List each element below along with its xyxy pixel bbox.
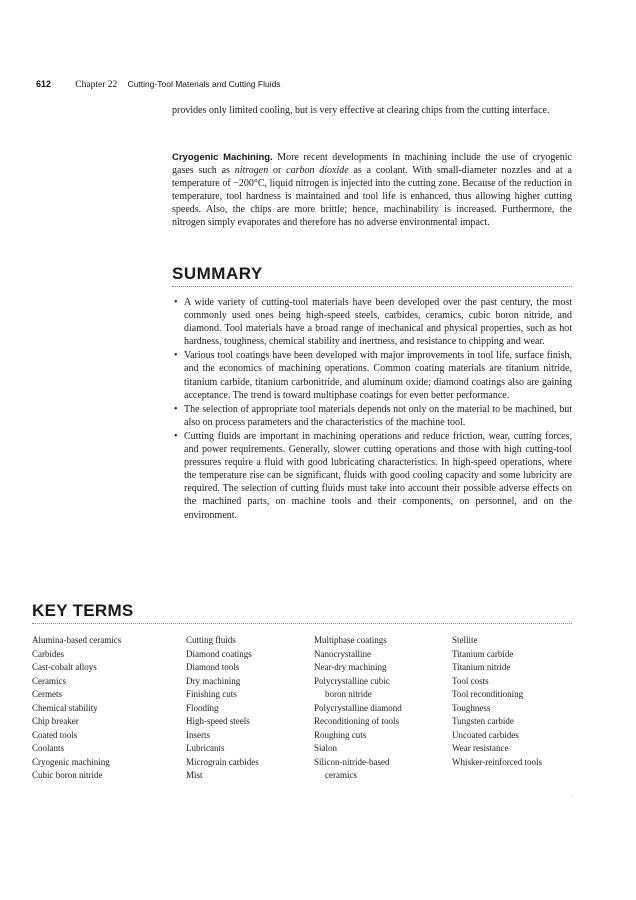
key-term: Titanium nitride [452, 662, 511, 672]
key-term: Stellite [452, 635, 478, 645]
key-terms-divider [32, 623, 572, 624]
key-term: Reconditioning of tools [314, 716, 399, 726]
cryogenic-emphasis-nitrogen: nitrogen [234, 165, 269, 177]
key-term: Diamond tools [186, 662, 240, 672]
key-term: Cutting fluids [186, 635, 236, 645]
key-term: Micrograin carbides [186, 756, 259, 767]
intro-paragraph: provides only limited cooling, but is very effective at clearing chips from the cutting interface. [172, 105, 550, 116]
cryogenic-heading: Cryogenic Machining. [172, 152, 273, 163]
summary-item-text: A wide variety of cutting-tool materials have been developed over the past century, the most commonly used ones being high-speed steels, carbides, ceramics, cubic boron nitride, and diamond. Tool materials have a broad range of mechanical and physical properties, such as hot hardness, toughness, chemical stability and inertness, and resistance to chipping and wear. [184, 297, 572, 348]
key-terms-column-2 [186, 634, 259, 783]
key-term: Roughing cuts [314, 729, 367, 740]
key-terms-column-3 [314, 634, 402, 783]
key-term: Lubricants [186, 743, 225, 753]
key-term: Dry machining [186, 675, 241, 686]
cryogenic-text-2: or [268, 165, 287, 177]
bullet-icon: • [174, 350, 178, 362]
chapter-label: Chapter 22 [75, 80, 118, 90]
key-term: Near-dry machining [314, 662, 387, 672]
key-term-continuation: boron nitride [325, 689, 372, 699]
chapter-title: Cutting-Tool Materials and Cutting Fluids [127, 79, 281, 89]
key-term: Coolants [32, 743, 65, 753]
key-term: Cermets [32, 689, 62, 699]
key-term: Cast-cobalt alloys [32, 662, 97, 672]
key-term: Tungsten carbide [452, 716, 514, 726]
summary-item-text: Various tool coatings have been developed with major improvements in tool life, surface finish, and the economics of machining operations. Common coating materials are titanium nitride, titanium carbide, titanium carbonitride, and aluminum oxide; diamond coatings also are gaining acceptance. The trend is toward multiphase coatings for even better performance. [184, 350, 572, 401]
bullet-icon: • [174, 297, 178, 308]
summary-list [172, 296, 572, 523]
key-term: Carbides [32, 648, 64, 659]
key-term: Whisker-reinforced tools [452, 756, 543, 767]
key-term: Chip breaker [32, 716, 79, 726]
summary-item-text: The selection of appropriate tool materials depends not only on the material to be machined, but also on process parameters and the characteristics of the machine tool. [184, 403, 572, 428]
running-header [36, 79, 281, 90]
key-term: Titanium carbide [452, 648, 514, 659]
key-term: Uncoated carbides [452, 729, 519, 740]
key-term: Wear resistance [452, 743, 509, 753]
key-terms-column-4 [452, 634, 542, 769]
key-term: Polycrystalline cubic [314, 675, 390, 686]
key-term: Silicon-nitride-based [314, 756, 390, 767]
key-term: Sialon [314, 743, 338, 753]
key-term: Coated tools [32, 729, 78, 740]
cryogenic-text-1: More recent developments in machining include the use of cryogenic gases such as [172, 152, 572, 177]
key-term: Tool reconditioning [452, 689, 524, 699]
bullet-icon: • [174, 430, 178, 442]
key-term: Mist [186, 770, 203, 780]
key-term-continuation: ceramics [325, 770, 357, 780]
page-number: 612 [36, 79, 52, 89]
key-term: Nanocrystalline [314, 648, 371, 659]
summary-heading: SUMMARY [172, 264, 263, 283]
key-term: Flooding [186, 702, 219, 713]
key-term: Alumina-based ceramics [32, 635, 122, 645]
summary-item [172, 349, 572, 401]
key-terms-heading: KEY TERMS [32, 601, 134, 620]
summary-item [172, 430, 572, 522]
key-term: Ceramics [32, 675, 66, 686]
key-term: Polycrystalline diamond [314, 702, 402, 713]
key-term: Toughness [452, 702, 491, 713]
bullet-icon: • [174, 403, 178, 415]
key-term: Cubic boron nitride [32, 770, 103, 780]
key-term: Inserts [186, 729, 210, 740]
cryogenic-paragraph [172, 151, 572, 230]
summary-divider [172, 286, 572, 287]
summary-item-text: Cutting fluids are important in machining operations and reduce friction, wear, cutting forces, and power requirements. Generally, slower cutting operations and those with high cutting-tool pressures require a fluid with good lubricating characteristics. In high-speed operations, where the temperature rise can be significant, fluids with good cooling capacity and some lubricity are required. The selection of cutting fluids must take into account their possible adverse effects on the machined parts, on machine tools and their components, on personnel, and on the environment. [184, 430, 572, 521]
key-term: High-speed steels [186, 716, 250, 726]
key-term: Cryogenic machining [32, 756, 110, 767]
page-corner-mark: · [570, 792, 573, 800]
key-term: Multiphase coatings [314, 635, 387, 645]
cryogenic-text-3: as a coolant. With small-diameter nozzles and at a temperature of −200°C, liquid nitrogen is injected into the cutting zone. Because of the reduction in temperature, tool hardness is maintained and tool life is enhanced, thus allowing higher cutting speeds. Also, the chips are more brittle; hence, machinability is increased. Furthermore, the nitrogen simply evaporates and therefore has no adverse environmental impact. [172, 165, 572, 229]
key-term: Finishing cuts [186, 689, 237, 699]
summary-item [172, 403, 572, 429]
key-term: Diamond coatings [186, 648, 252, 659]
key-term: Chemical stability [32, 702, 98, 713]
key-terms-column-1 [32, 634, 121, 783]
summary-item [172, 296, 572, 348]
cryogenic-emphasis-co2: carbon dioxide [286, 165, 349, 177]
key-term: Tool costs [452, 675, 489, 686]
